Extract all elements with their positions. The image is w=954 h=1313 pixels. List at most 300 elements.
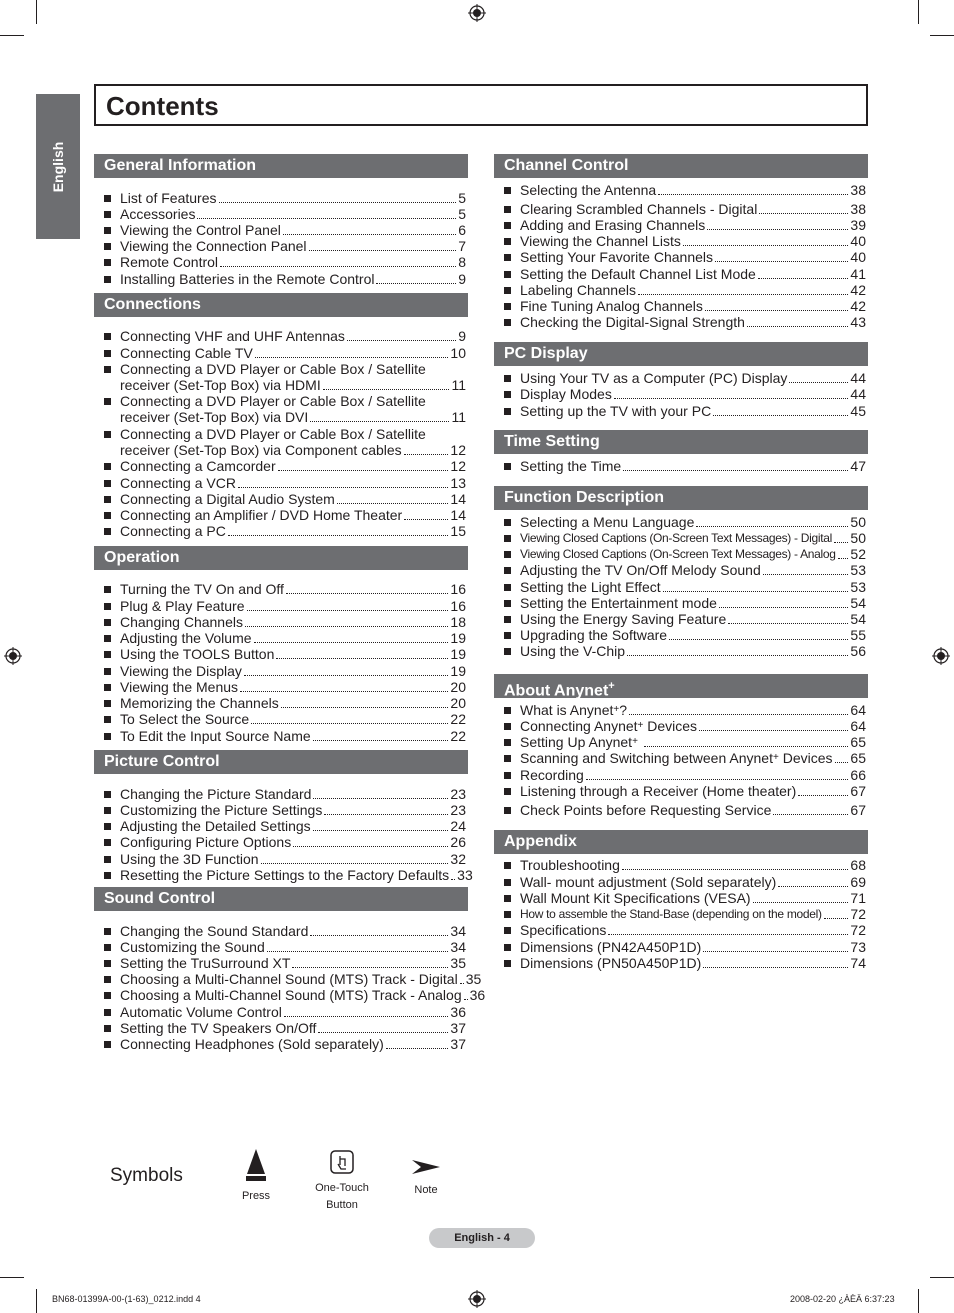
- toc-entry[interactable]: [104, 818, 466, 834]
- dot-leader: [240, 691, 448, 692]
- dot-leader: [683, 245, 849, 246]
- toc-entry-sup: +: [632, 736, 638, 747]
- toc-page-number: 50: [850, 514, 866, 530]
- toc-entry[interactable]: [104, 507, 466, 523]
- toc-page-number: 23: [450, 802, 466, 818]
- toc-entry[interactable]: [504, 562, 866, 578]
- toc-page-number: 54: [850, 611, 866, 627]
- dot-leader: [713, 415, 848, 416]
- toc-page-number: 65: [850, 734, 866, 750]
- toc-entry[interactable]: [104, 581, 466, 597]
- toc-entry-text: What is Anynet: [520, 702, 614, 718]
- toc-entry-text: Turning the TV On and Off: [120, 581, 284, 597]
- section-title: Function Description: [504, 489, 664, 506]
- bullet-icon: [504, 895, 511, 902]
- toc-entry[interactable]: [104, 206, 466, 222]
- section-title-sup: +: [608, 680, 615, 692]
- toc-entry[interactable]: [104, 238, 466, 254]
- toc-page-number: 72: [850, 906, 866, 922]
- toc-page-number: 26: [450, 834, 466, 850]
- bullet-icon: [504, 271, 511, 278]
- toc-entry-text: How to assemble the Stand-Base (depending on the model): [520, 907, 822, 921]
- toc-entry[interactable]: [504, 386, 866, 402]
- toc-entry[interactable]: [504, 266, 866, 282]
- toc-entry[interactable]: [504, 874, 866, 890]
- bullet-icon: [104, 603, 111, 610]
- bullet-icon: [504, 519, 511, 526]
- toc-page-number: 7: [458, 238, 466, 254]
- dot-leader: [276, 658, 448, 659]
- toc-entry-text: Connecting Anynet: [520, 718, 638, 734]
- section-title: Appendix: [504, 833, 577, 850]
- toc-entry[interactable]: [504, 298, 866, 314]
- dot-leader: [219, 202, 457, 203]
- toc-page-number: 45: [850, 403, 866, 419]
- toc-entry[interactable]: [504, 249, 866, 265]
- toc-page-number: 65: [850, 750, 866, 766]
- toc-entry-text: Setting Your Favorite Channels: [520, 249, 714, 265]
- toc-entry[interactable]: [104, 923, 466, 939]
- bullet-icon: [504, 206, 511, 213]
- section-header-time: [494, 430, 868, 454]
- toc-entry[interactable]: [504, 314, 866, 330]
- dot-leader: [313, 740, 449, 741]
- toc-page-number: 36: [450, 1004, 466, 1020]
- toc-entry[interactable]: [504, 906, 866, 922]
- toc-entry[interactable]: [104, 475, 466, 491]
- crop-mark: [918, 0, 919, 24]
- toc-entry-text-after: ?: [619, 702, 628, 718]
- bullet-icon: [504, 238, 511, 245]
- bullet-icon: [104, 733, 111, 740]
- toc-entry-text: Changing the Sound Standard: [120, 923, 309, 939]
- toc-entry[interactable]: [104, 867, 473, 883]
- toc-entry-text: Connecting a DVD Player or Cable Box / Satellite: [120, 361, 426, 377]
- bullet-icon: [104, 791, 111, 798]
- dot-leader: [759, 213, 848, 214]
- toc-entry[interactable]: [104, 1004, 466, 1020]
- one-touch-button-icon: [330, 1150, 354, 1174]
- dot-leader: [614, 398, 849, 399]
- toc-page-number: 24: [450, 818, 466, 834]
- toc-entry-text: Customizing the Sound: [120, 939, 265, 955]
- toc-entry[interactable]: [104, 802, 466, 818]
- toc-page-number: 19: [450, 630, 466, 646]
- toc-entry[interactable]: [104, 614, 466, 630]
- toc-entry-text: Specifications: [520, 922, 607, 938]
- dot-leader: [608, 934, 848, 935]
- toc-page-number: 66: [850, 767, 866, 783]
- toc-entry-text: Troubleshooting: [520, 857, 620, 873]
- bullet-icon: [104, 839, 111, 846]
- section-header-operation: [94, 546, 468, 570]
- toc-page-number: 71: [850, 890, 866, 906]
- toc-entry-text: Wall Mount Kit Specifications (VESA): [520, 890, 751, 906]
- toc-entry[interactable]: [504, 718, 866, 734]
- bullet-icon: [504, 584, 511, 591]
- toc-page-number: 55: [850, 627, 866, 643]
- toc-entry-text: Setting the Default Channel List Mode: [520, 266, 756, 282]
- toc-page-number: 18: [450, 614, 466, 630]
- toc-entry[interactable]: [504, 643, 866, 659]
- bullet-icon: [104, 700, 111, 707]
- toc-entry[interactable]: [504, 546, 866, 562]
- dot-leader: [309, 250, 457, 251]
- toc-entry-sup: +: [613, 704, 620, 715]
- dot-leader: [824, 918, 849, 919]
- toc-entry-text: Choosing a Multi-Channel Sound (MTS) Track - Digital: [120, 971, 458, 987]
- dot-leader: [460, 983, 464, 984]
- toc-entry-text: Wall- mount adjustment (Sold separately): [520, 874, 777, 890]
- toc-entry-text: Connecting an Amplifier / DVD Home Theater: [120, 507, 403, 523]
- toc-entry[interactable]: [504, 595, 866, 611]
- bullet-icon: [504, 707, 511, 714]
- toc-page-number: 34: [450, 939, 466, 955]
- toc-entry[interactable]: [504, 750, 866, 766]
- dot-leader: [699, 730, 848, 731]
- toc-page-number: 14: [450, 491, 466, 507]
- toc-entry-text: Dimensions (PN42A450P1D): [520, 939, 702, 955]
- bullet-icon: [504, 723, 511, 730]
- toc-entry-text: To Select the Source: [120, 711, 250, 727]
- bullet-icon: [504, 927, 511, 934]
- toc-entry[interactable]: [104, 345, 466, 361]
- dot-leader: [707, 229, 848, 230]
- toc-entry[interactable]: [104, 393, 466, 425]
- toc-entry-text: Adjusting the TV On/Off Melody Sound: [520, 562, 761, 578]
- bullet-icon: [504, 648, 511, 655]
- toc-entry[interactable]: [104, 786, 466, 802]
- dot-leader: [834, 542, 848, 543]
- toc-entry[interactable]: [104, 834, 466, 850]
- toc-entry[interactable]: [504, 403, 866, 419]
- dot-leader: [753, 902, 849, 903]
- registration-mark-icon: [932, 647, 950, 665]
- toc-entry[interactable]: [104, 939, 466, 955]
- toc-page-number: 67: [850, 802, 866, 818]
- toc-entry[interactable]: [104, 328, 466, 344]
- language-tab-label: English: [50, 141, 66, 192]
- toc-entry[interactable]: [504, 955, 866, 971]
- bullet-icon: [104, 872, 111, 879]
- toc-entry[interactable]: [104, 987, 486, 1003]
- language-side-tab: [36, 94, 80, 239]
- bullet-icon: [104, 807, 111, 814]
- toc-entry[interactable]: [504, 282, 866, 298]
- toc-page-number: 12: [450, 458, 466, 474]
- toc-entry[interactable]: [104, 598, 466, 614]
- section-title: Time Setting: [504, 433, 600, 450]
- toc-entry-text: Viewing Closed Captions (On-Screen Text Messages) - Digital: [520, 531, 833, 545]
- toc-entry[interactable]: [504, 627, 866, 643]
- section-header-appendix: [494, 830, 868, 854]
- toc-entry-text: Adding and Erasing Channels: [520, 217, 706, 233]
- crop-mark: [0, 1277, 24, 1278]
- bullet-icon: [104, 928, 111, 935]
- section-header-channel: [494, 154, 868, 178]
- toc-page-number: 42: [850, 298, 866, 314]
- bullet-icon: [504, 862, 511, 869]
- toc-entry-text: Setting the Entertainment mode: [520, 595, 717, 611]
- bullet-icon: [504, 463, 511, 470]
- toc-entry[interactable]: [104, 663, 466, 679]
- toc-entry-text: Viewing the Channel Lists: [520, 233, 681, 249]
- bullet-icon: [104, 480, 111, 487]
- toc-entry-text: Using the Energy Saving Feature: [520, 611, 727, 627]
- toc-page-number: 52: [850, 546, 866, 562]
- dot-leader: [293, 846, 448, 847]
- toc-entry-text: Changing the Picture Standard: [120, 786, 312, 802]
- section-title: General Information: [104, 157, 257, 174]
- toc-entry[interactable]: [104, 646, 466, 662]
- toc-entry-text: List of Features: [120, 190, 217, 206]
- toc-entry[interactable]: [504, 783, 866, 799]
- section-title: Connections: [104, 296, 201, 313]
- section-header-pc: [494, 342, 868, 366]
- bullet-icon: [504, 567, 511, 574]
- dot-leader: [310, 421, 449, 422]
- toc-entry-text: Selecting a Menu Language: [520, 514, 695, 530]
- dot-leader: [622, 869, 849, 870]
- bullet-icon: [104, 366, 111, 373]
- file-slug: BN68-01399A-00-(1-63)_0212.indd 4: [52, 1294, 201, 1304]
- toc-entry[interactable]: [104, 190, 466, 206]
- dot-leader: [669, 639, 848, 640]
- dot-leader: [245, 626, 448, 627]
- bullet-icon: [104, 512, 111, 519]
- toc-entry-text: Selecting the Antenna: [520, 182, 657, 198]
- toc-entry[interactable]: [104, 728, 466, 744]
- dot-leader: [629, 714, 848, 715]
- toc-entry[interactable]: [504, 767, 866, 783]
- toc-entry[interactable]: [504, 802, 866, 818]
- registration-mark-icon: [468, 4, 486, 22]
- dot-leader: [627, 655, 848, 656]
- press-icon: [245, 1148, 267, 1182]
- toc-entry[interactable]: [504, 233, 866, 249]
- dot-leader: [286, 593, 448, 594]
- toc-entry-text: Resetting the Picture Settings to the Factory Defaults: [120, 867, 450, 883]
- bullet-icon: [104, 1041, 111, 1048]
- dot-leader: [835, 762, 849, 763]
- dot-leader: [758, 278, 849, 279]
- dot-leader: [386, 1048, 449, 1049]
- toc-entry-text: Checking the Digital-Signal Strength: [520, 314, 745, 330]
- bullet-icon: [104, 195, 111, 202]
- toc-entry-text: Labeling Channels: [520, 282, 636, 298]
- toc-page-number: 35: [450, 955, 466, 971]
- dot-leader: [696, 526, 848, 527]
- dot-leader: [715, 261, 848, 262]
- toc-entry[interactable]: [504, 217, 866, 233]
- toc-entry[interactable]: [104, 523, 466, 539]
- registration-mark-icon: [468, 1290, 486, 1308]
- bullet-icon: [504, 535, 511, 542]
- bullet-icon: [104, 619, 111, 626]
- dot-leader: [763, 574, 849, 575]
- toc-page-number: 14: [450, 507, 466, 523]
- toc-entry-text: Viewing the Display: [120, 663, 242, 679]
- section-header-anynet: [494, 674, 868, 698]
- bullet-icon: [504, 632, 511, 639]
- bullet-icon: [104, 586, 111, 593]
- toc-entry[interactable]: [104, 971, 482, 987]
- toc-entry[interactable]: [104, 955, 466, 971]
- toc-entry-text-continued: receiver (Set-Top Box) via DVI: [120, 409, 309, 425]
- registration-mark-icon: [4, 647, 22, 665]
- dot-leader: [404, 519, 448, 520]
- toc-entry[interactable]: [104, 711, 466, 727]
- toc-entry[interactable]: [504, 939, 866, 955]
- section-header-picture: [94, 750, 468, 774]
- toc-entry[interactable]: [504, 857, 866, 873]
- bullet-icon: [104, 211, 111, 218]
- dot-leader: [220, 266, 456, 267]
- toc-page-number: 32: [450, 851, 466, 867]
- toc-page-number: 34: [450, 923, 466, 939]
- bullet-icon: [104, 856, 111, 863]
- dot-leader: [228, 535, 449, 536]
- toc-entry[interactable]: [504, 182, 866, 198]
- toc-page-number: 19: [450, 663, 466, 679]
- bullet-icon: [504, 807, 511, 814]
- toc-entry[interactable]: [504, 530, 866, 546]
- toc-entry[interactable]: [104, 851, 466, 867]
- bullet-icon: [504, 187, 511, 194]
- toc-entry[interactable]: [104, 630, 466, 646]
- dot-leader: [347, 340, 456, 341]
- toc-entry-text: Display Modes: [520, 386, 612, 402]
- toc-page-number: 41: [850, 266, 866, 282]
- bullet-icon: [504, 287, 511, 294]
- bullet-icon: [504, 254, 511, 261]
- toc-page-number: 35: [465, 971, 482, 987]
- toc-entry[interactable]: [504, 922, 866, 938]
- dot-leader: [254, 642, 449, 643]
- dot-leader: [283, 234, 456, 235]
- bullet-icon: [504, 960, 511, 967]
- toc-entry-text: Remote Control: [120, 254, 219, 270]
- toc-entry-text-after: Devices: [643, 718, 698, 734]
- dot-leader: [337, 503, 449, 504]
- toc-page-number: 20: [450, 679, 466, 695]
- toc-entry[interactable]: [504, 201, 866, 217]
- toc-entry-sup: +: [772, 752, 779, 763]
- bullet-icon: [104, 243, 111, 250]
- bullet-icon: [504, 222, 511, 229]
- toc-entry[interactable]: [104, 1020, 466, 1036]
- dot-leader: [773, 814, 848, 815]
- toc-entry-text-after: [638, 734, 642, 750]
- bullet-icon: [104, 684, 111, 691]
- toc-entry-text-continued: receiver (Set-Top Box) via HDMI: [120, 377, 321, 393]
- dot-leader: [703, 951, 848, 952]
- toc-entry[interactable]: [504, 890, 866, 906]
- toc-entry[interactable]: [504, 702, 866, 718]
- toc-entry[interactable]: [504, 514, 866, 530]
- toc-entry-text: Setting the Time: [520, 458, 622, 474]
- bullet-icon: [104, 668, 111, 675]
- toc-entry[interactable]: [104, 271, 466, 287]
- crop-mark: [36, 1289, 37, 1313]
- toc-entry-text: Connecting a DVD Player or Cable Box / Satellite: [120, 393, 426, 409]
- bullet-icon: [504, 551, 511, 558]
- toc-entry[interactable]: [104, 695, 466, 711]
- bullet-icon: [504, 375, 511, 382]
- dot-leader: [658, 194, 848, 195]
- toc-entry-text: Adjusting the Volume: [120, 630, 252, 646]
- bullet-icon: [504, 391, 511, 398]
- toc-entry[interactable]: [104, 222, 466, 238]
- toc-page-number: 37: [450, 1036, 466, 1052]
- section-title: Sound Control: [104, 890, 216, 907]
- toc-entry-text: Connecting a VCR: [120, 475, 236, 491]
- toc-page-number: 53: [850, 579, 866, 595]
- toc-entry-text: Clearing Scrambled Channels - Digital: [520, 201, 758, 217]
- section-header-function: [494, 486, 868, 510]
- dot-leader: [244, 675, 449, 676]
- bullet-icon: [104, 463, 111, 470]
- dot-leader: [623, 470, 848, 471]
- toc-entry-text: Dimensions (PN50A450P1D): [520, 955, 702, 971]
- bullet-icon: [104, 350, 111, 357]
- toc-entry[interactable]: [504, 579, 866, 595]
- toc-entry-text: Using the TOOLS Button: [120, 646, 275, 662]
- bullet-icon: [104, 651, 111, 658]
- toc-page-number: 44: [850, 370, 866, 386]
- toc-entry[interactable]: [104, 254, 466, 270]
- bullet-icon: [104, 944, 111, 951]
- toc-entry[interactable]: [504, 458, 866, 474]
- toc-entry-text: Accessories: [120, 206, 196, 222]
- toc-entry-text: Connecting a Camcorder: [120, 458, 276, 474]
- section-header-connections: [94, 293, 468, 317]
- toc-entry-text: Connecting a Digital Audio System: [120, 491, 335, 507]
- toc-entry-text: Installing Batteries in the Remote Control: [120, 271, 375, 287]
- bullet-icon: [504, 319, 511, 326]
- bullet-icon: [504, 772, 511, 779]
- toc-entry-text: Configuring Picture Options: [120, 834, 292, 850]
- toc-entry[interactable]: [504, 734, 866, 750]
- toc-entry[interactable]: [104, 361, 466, 393]
- dot-leader: [464, 999, 468, 1000]
- dot-leader: [778, 886, 848, 887]
- toc-entry-text: Viewing Closed Captions (On-Screen Text Messages) - Analog: [520, 547, 836, 561]
- toc-entry[interactable]: [104, 1036, 466, 1052]
- bullet-icon: [104, 398, 111, 405]
- crop-mark: [36, 0, 37, 24]
- dot-leader: [644, 746, 849, 747]
- bullet-icon: [504, 600, 511, 607]
- bullet-icon: [104, 635, 111, 642]
- section-title: Operation: [104, 549, 180, 566]
- bullet-icon: [504, 911, 511, 918]
- toc-page-number: 39: [850, 217, 866, 233]
- toc-page-number: 33: [457, 867, 473, 883]
- toc-entry[interactable]: [104, 426, 466, 458]
- toc-entry[interactable]: [504, 611, 866, 627]
- bullet-icon: [104, 259, 111, 266]
- toc-entry-text: Check Points before Requesting Service: [520, 802, 772, 818]
- toc-entry[interactable]: [104, 491, 466, 507]
- toc-page-number: 22: [450, 728, 466, 744]
- bullet-icon: [104, 960, 111, 967]
- toc-entry[interactable]: [504, 370, 866, 386]
- toc-entry[interactable]: [104, 679, 466, 695]
- toc-entry-text: Viewing the Control Panel: [120, 222, 281, 238]
- toc-entry[interactable]: [104, 458, 466, 474]
- bullet-icon: [104, 992, 111, 999]
